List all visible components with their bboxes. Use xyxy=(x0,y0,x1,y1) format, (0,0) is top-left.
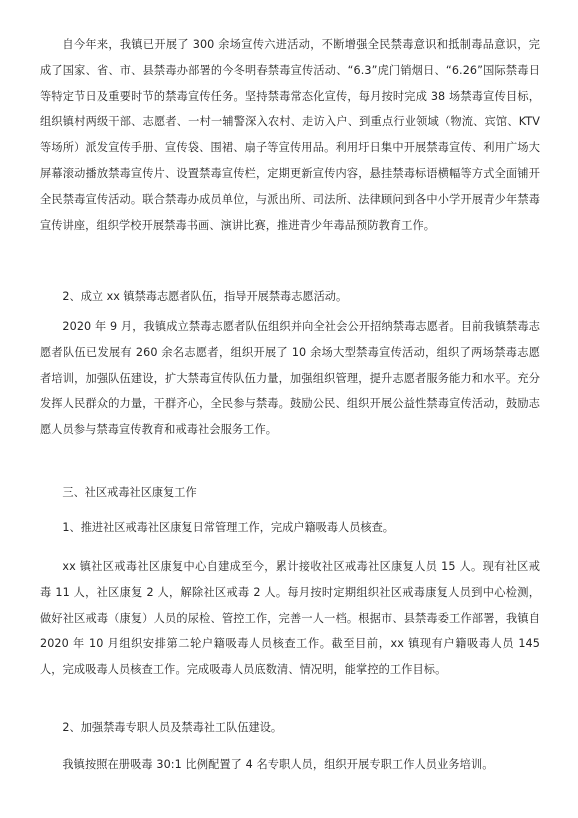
section-heading-community-rehab: 三、社区戒毒社区康复工作 xyxy=(62,486,197,499)
heading-volunteer-team: 2、成立 xx 镇禁毒志愿者队伍，指导开展禁毒志愿活动。 xyxy=(62,290,348,303)
heading-staff-building: 2、加强禁毒专职人员及禁毒社工队伍建设。 xyxy=(62,721,283,734)
paragraph-rehab-center: xx 镇社区戒毒社区康复中心自建成至今，累计接收社区戒毒社区康复人员 15 人。现有社区戒毒 11 人，社区康复 2 人，解除社区戒毒 2 人。每月按时定期组织社区戒毒康复人员到中心检测，做好社区戒毒（康复）人员的尿检、管控工作，完善一人一档。根据市、县禁毒委工作部署，我镇自 2020 年 10 月组织安排第二轮户籍吸毒人员核查工作。截至目前，xx 镇现有户籍吸毒人员 145 人，完成吸毒人员核查工作。完成吸毒人员底数清、情况明，能掌控的工作目标。 xyxy=(40,560,540,677)
paragraph-propaganda: 自今年来，我镇已开展了 300 余场宣传六进活动，不断增强全民禁毒意识和抵制毒品意识，完成了国家、省、市、县禁毒办部署的今冬明春禁毒宣传活动、“6.3”虎门销烟日、“6.26”国际禁毒日等特定节日及重要时节的禁毒宣传任务。坚持禁毒常态化宣传，每月按时完成 38 场禁毒宣传目标，组织镇村两级干部、志愿者、一村一辅警深入农村、走访入户、到重点行业领域（物流、宾馆、KTV 等场所）派发宣传手册、宣传袋、围裙、扇子等宣传用品。利用圩日集中开展禁毒宣传、利用广场大屏幕滚动播放禁毒宣传片、设置禁毒宣传栏，定期更新宣传内容，悬挂禁毒标语横幅等方式全面铺开全民禁毒宣传活动。联合禁毒办成员单位，与派出所、司法所、法律顾问到各中小学开展青少年禁毒宣传讲座，组织学校开展禁毒书画、演讲比赛，推进青少年毒品预防教育工作。 xyxy=(40,38,540,232)
heading-daily-management: 1、推进社区戒毒社区康复日常管理工作，完成户籍吸毒人员核查。 xyxy=(62,521,394,534)
paragraph-staff: 我镇按照在册吸毒 30:1 比例配置了 4 名专职人员，组织开展专职工作人员业务培训。 xyxy=(62,758,494,771)
paragraph-volunteers: 2020 年 9 月，我镇成立禁毒志愿者队伍组织并向全社会公开招纳禁毒志愿者。目前我镇禁毒志愿者队伍已发展有 260 余名志愿者，组织开展了 10 余场大型禁毒宣传活动，组织了两场禁毒志愿者培训，加强队伍建设，扩大禁毒宣传队伍力量，加强组织管理，提升志愿者服务能力和水平。充分发挥人民群众的力量，干群齐心，全民参与禁毒。鼓励公民、组织开展公益性禁毒宣传活动，鼓励志愿人员参与禁毒宣传教育和戒毒社会服务工作。 xyxy=(40,320,540,437)
